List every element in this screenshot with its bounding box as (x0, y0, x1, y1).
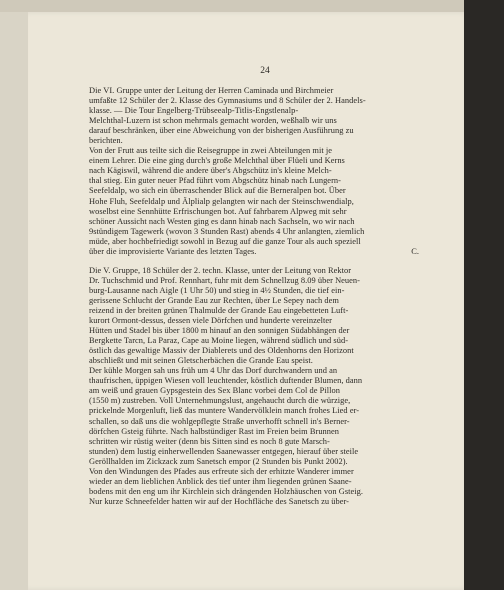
text-line: burg-Lausanne nach Aigle (1 Uhr 50) und stieg in 4½ Stunden, die tief ein- (89, 285, 345, 295)
text-line: einem Lehrer. Die eine ging durch's große Melchthal über Flüeli und Kerns (89, 156, 345, 166)
page-number-container (0, 66, 504, 76)
text-line: dörfchen Gsteig führte. Nach halbstündiger Rast im Freien beim Brunnen (89, 426, 340, 436)
text-line: Die VI. Gruppe unter der Leitung der Herren Caminada und Birchmeier (89, 86, 334, 95)
text-line: schritten wir rüstig weiter (denn bis Sitten sind es noch 8 gute Marsch- (89, 436, 330, 446)
text-line: Nur kurze Schneefelder hatten wir auf der Hochfläche des Sanetsch zu über- (89, 496, 350, 506)
paragraph-p1 (89, 86, 419, 257)
text-line: über die improvisierte Variante des letzten Tages. (89, 246, 257, 256)
text-line: abschließt und mit seinen Gletscherbächen die Grande Eau speist. (89, 356, 313, 366)
paragraph-p2 (89, 266, 419, 507)
text-line: klasse. — Die Tour Engelberg-Trübseealp-Titlis-Engstlenalp- (89, 106, 299, 116)
text-line: am weiß und grauen Gypsgestein des Sex Blanc vorbei dem Col de Pillon (89, 386, 340, 396)
author-signature: C. (411, 246, 419, 256)
text-line: wieder an dem lieblichen Anblick des tief unter ihm liegenden grünen Saane- (89, 476, 352, 486)
text-line: Von den Windungen des Pfades aus erfreute sich der erhitzte Wanderer immer (89, 466, 354, 476)
text-line: 9stündigem Tagewerk (wovon 3 Stunden Rast) abends 4 Uhr anlangten, ziemlich (89, 226, 365, 236)
text-line: Hohe Fluh, Seefeldalp und Älplialp gelangten wir nach der Steinschwendialp, (89, 196, 354, 206)
text-line: woselbst eine Sennhütte Erfrischungen bot. Auf fahrbarem Alpweg mit sehr (89, 206, 347, 216)
text-line: Bergkette Tarcn, La Paraz, Cape au Moine liegen, während südlich und süd- (89, 336, 349, 346)
text-line: Seefeldalp, wo sich ein überraschender Blick auf die Berneralpen bot. Über (89, 186, 346, 196)
text-line: (1550 m) zustreben. Voll Unternehmungslust, angehaucht durch die würzige, (89, 396, 351, 406)
text-line: thal stieg. Ein guter neuer Pfad führt vom Abgschütz hinab nach Lungern- (89, 176, 341, 186)
text-line: Von der Frutt aus teilte sich die Reisegruppe in zwei Abteilungen mit je (89, 146, 333, 156)
text-line: Der kühle Morgen sah uns früh um 4 Uhr das Dorf durchwandern und an (89, 366, 338, 376)
scan-background (0, 0, 504, 12)
text-line: stunden) dem lustig einherwellenden Saanewasser entgegen, hierauf über steile (89, 446, 359, 456)
page-number: 24 (260, 66, 270, 76)
paragraph-gap (89, 257, 419, 266)
text-line: umfaßte 12 Schüler der 2. Klasse des Gymnasiums und 8 Schüler der 2. Handels- (89, 96, 366, 106)
text-line: müde, aber hochbefriedigt sowohl in Bezug auf die ganze Tour als auch speziell (89, 236, 361, 246)
body-text (89, 86, 419, 507)
text-line: bodens mit den eng um ihr Kirchlein sich drängenden Holzhäuschen von Gsteig. (89, 486, 364, 496)
text-line: gerissene Schlucht der Grande Eau zur Rechten, über Le Sepey nach dem (89, 295, 339, 305)
text-line: Die V. Gruppe, 18 Schüler der 2. techn. Klasse, unter der Leitung von Rektor (89, 265, 352, 275)
text-line: berichten. (89, 136, 123, 146)
text-line: prickelnde Morgenluft, ließ das muntere Wandervölklein manch frohes Lied er- (89, 406, 360, 416)
text-line: Dr. Tuchschmid und Prof. Rennhart, fuhr mit dem Schnellzug 8.09 über Neuen- (89, 275, 361, 285)
scanner-frame (464, 0, 504, 590)
text-line: östlich das gewaltige Massiv der Diablerets und des Oldenhorns den Horizont (89, 346, 354, 356)
text-line: nach Kägiswil, während die andere über's Abgschütz in's kleine Melch- (89, 166, 332, 176)
text-line: schallen, so daß uns die wohlgepflegte Straße unverhofft schnell in's Berner- (89, 416, 350, 426)
text-line: Melchthal-Luzern ist schon mehrmals gemacht worden, weßhalb wir uns (89, 116, 337, 126)
text-line: thaufrischen, üppigen Wiesen voll leuchtender, köstlich duftender Blumen, dann (89, 376, 363, 386)
text-line: Geröllhalden im Zickzack zum Sanetsch empor (2 Stunden bis Punkt 2002). (89, 456, 348, 466)
text-line: kurort Ormont-dessus, dessen viele Dörfchen und hunderte vereinzelter (89, 316, 332, 326)
text-line: reizend in der breiten grünen Thalmulde der Grande Eau eingebetteten Luft- (89, 305, 349, 315)
text-line: Hütten und Stadel bis über 1800 m hinauf an den sonnigen Südabhängen der (89, 326, 350, 336)
text-line: darauf beschränken, über eine Abweichung von der bisherigen Ausführung zu (89, 126, 354, 136)
text-line: schöner Aussicht nach Westen ging es dann hinab nach Sachseln, wo wir nach (89, 216, 355, 226)
